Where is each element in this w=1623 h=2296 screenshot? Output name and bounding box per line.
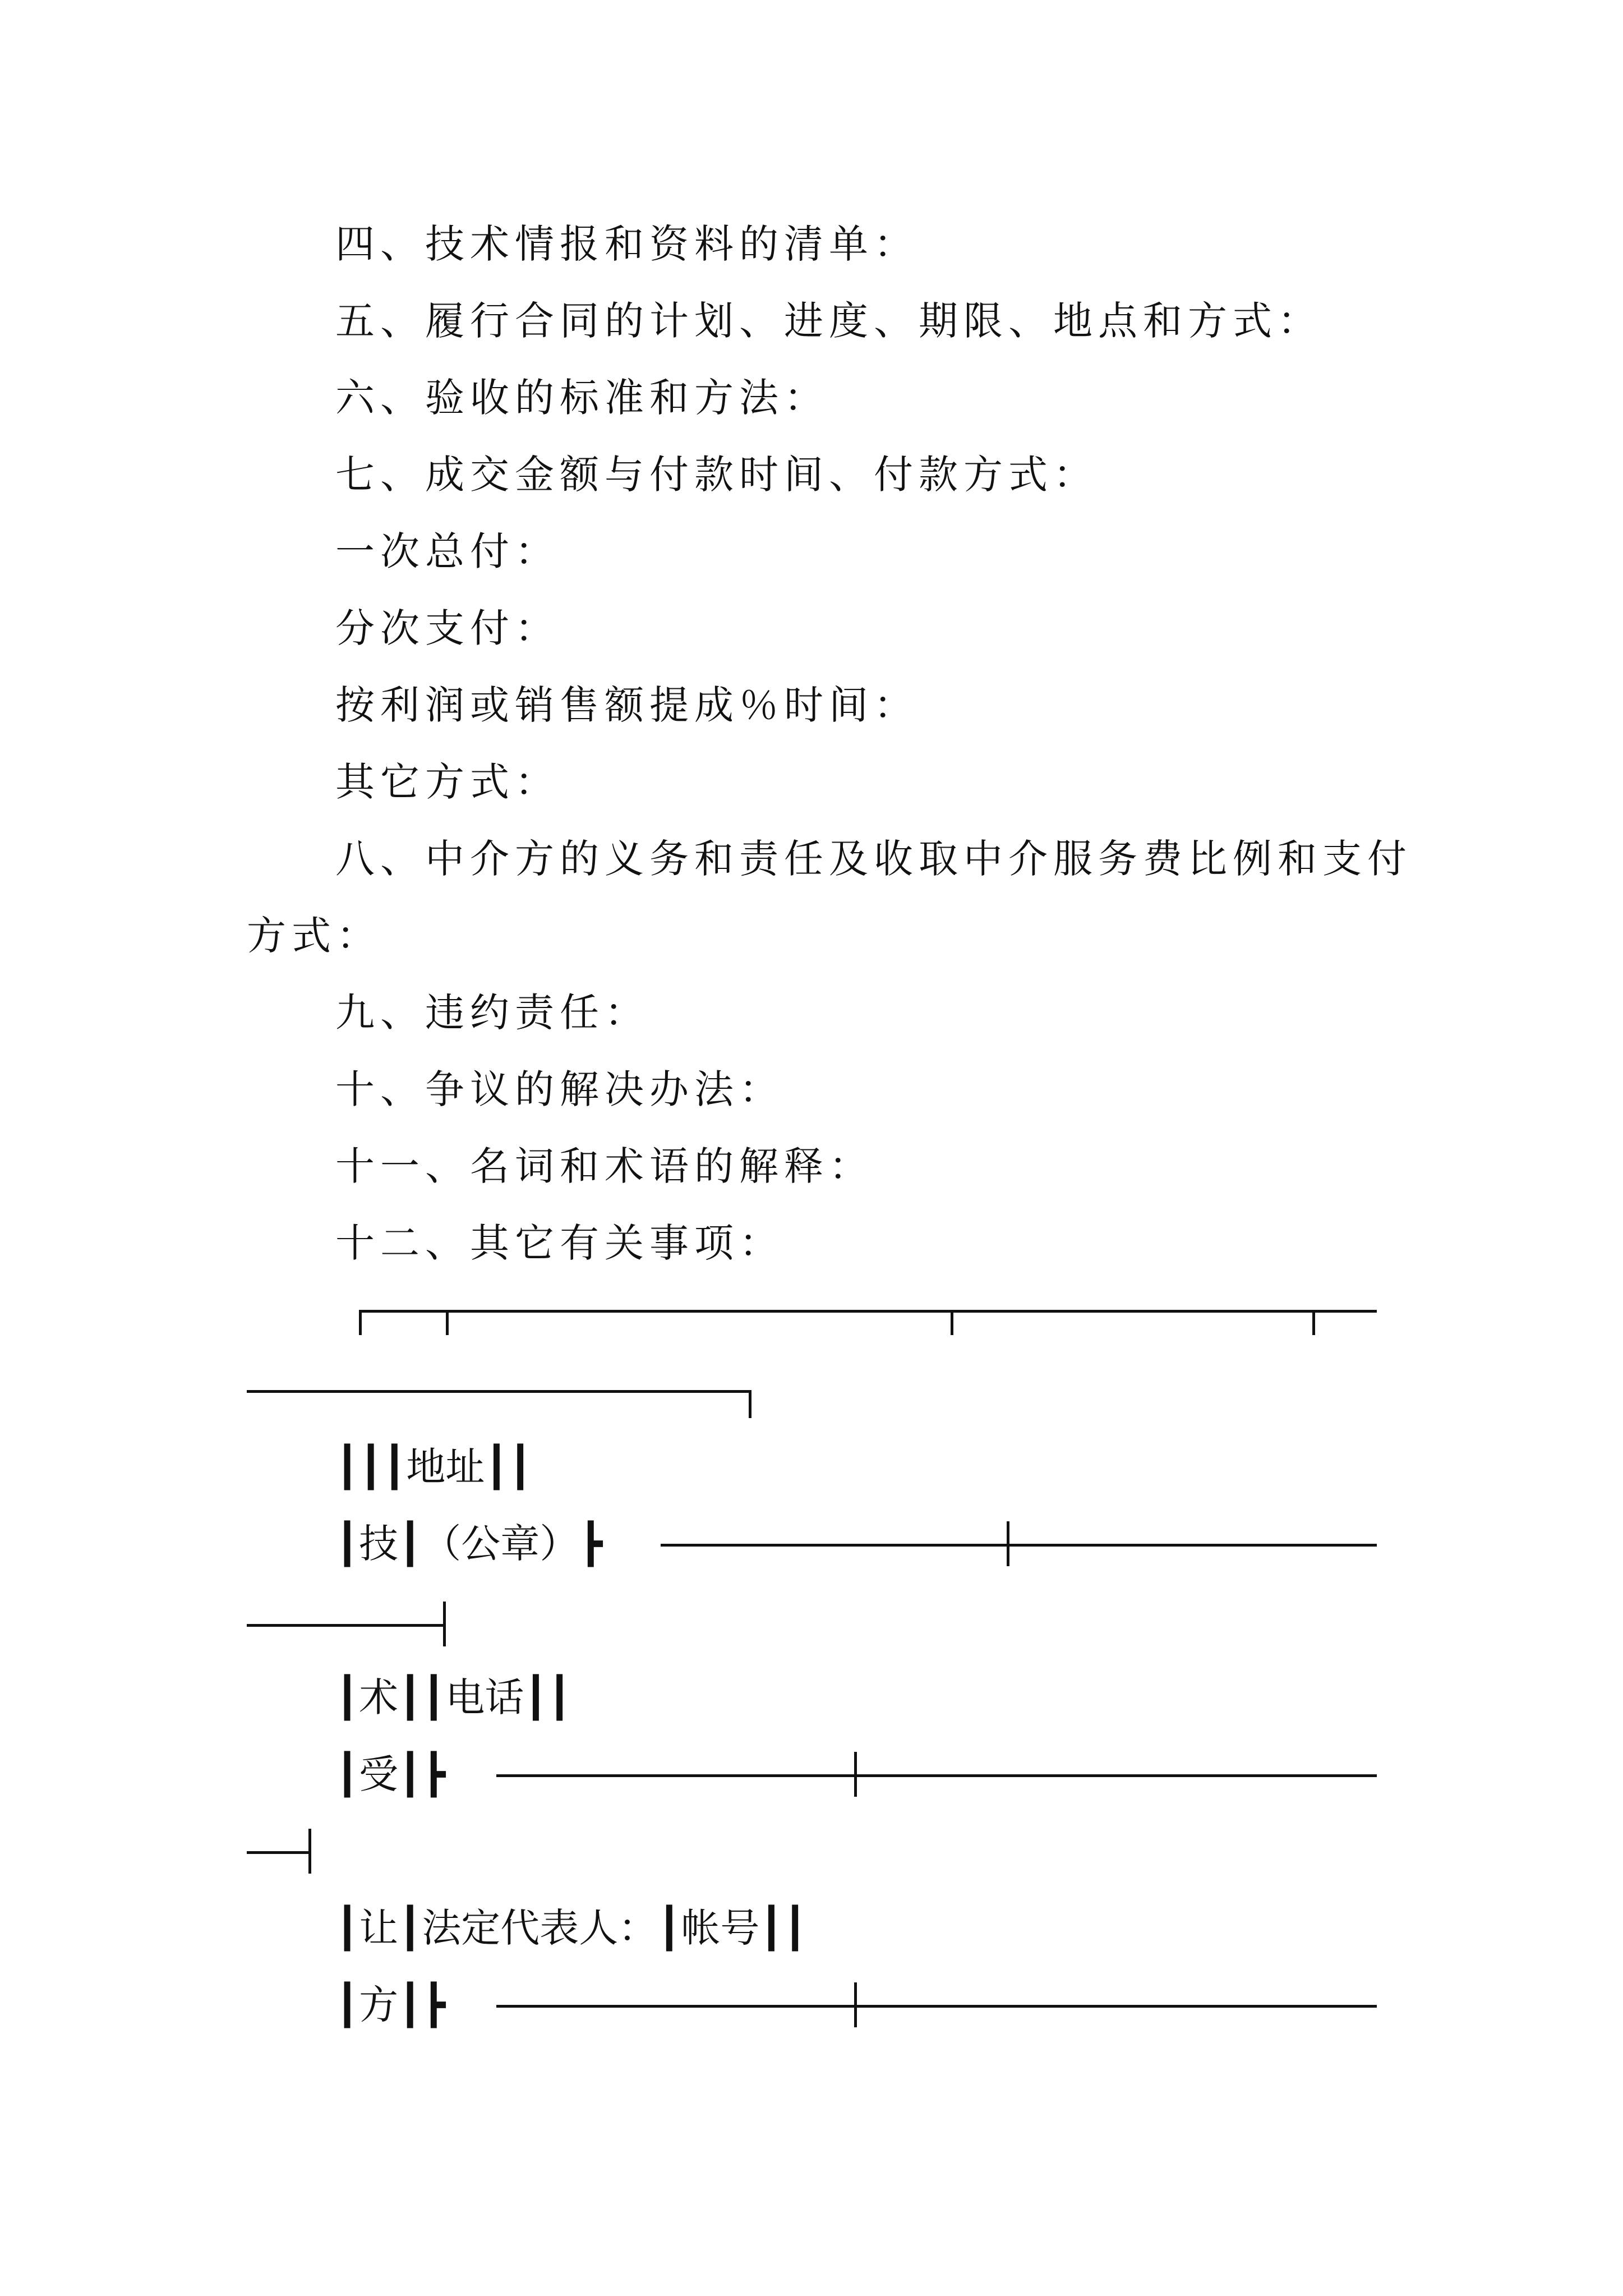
row-ji-divider-wrap xyxy=(247,1624,443,1627)
clause-10: 十、争议的解决办法： xyxy=(335,1066,784,1112)
clause-6: 六、验收的标准和方法： xyxy=(335,375,829,421)
clause-12: 十二、其它有关事项： xyxy=(335,1220,784,1266)
clause-7: 七、成交金额与付款时间、付款方式： xyxy=(335,452,1098,498)
row-fang-divider xyxy=(496,2005,1377,2008)
clause-8-line-2: 方式： xyxy=(247,913,381,959)
table-top-border xyxy=(359,1310,1377,1313)
row-ji-seal: ┃技┃（公章）┣ xyxy=(335,1521,603,1567)
clause-4: 四、技术情报和资料的清单： xyxy=(335,221,919,267)
clause-9: 九、违约责任： xyxy=(335,990,649,1036)
row-shou-divider-end xyxy=(308,1829,311,1874)
payment-installments: 分次支付： xyxy=(335,605,560,651)
payment-other: 其它方式： xyxy=(335,759,560,805)
clause-8-line-1: 八、中介方的义务和责任及收取中介服务费比例和支付 xyxy=(335,836,1412,882)
row-ji-divider-end xyxy=(443,1602,446,1646)
table-top-tee-3 xyxy=(1312,1310,1315,1335)
row-ji-cross xyxy=(1007,1521,1009,1566)
clause-5: 五、履行合同的计划、进度、期限、地点和方式： xyxy=(335,298,1322,344)
row-phone: ┃术┃┃电话┃┃ xyxy=(335,1674,571,1720)
table-top-right-corner xyxy=(749,1390,751,1418)
row-legal-representative: ┃让┃法定代表人：┃帐号┃┃ xyxy=(335,1905,807,1951)
payment-lump-sum: 一次总付： xyxy=(335,528,560,574)
row-shou: ┃受┃┣ xyxy=(335,1751,446,1797)
row-shou-cross xyxy=(854,1752,857,1797)
table-top-left-corner xyxy=(359,1310,362,1335)
table-top-tee-1 xyxy=(446,1310,449,1335)
table-top-border-wrap xyxy=(247,1390,749,1393)
row-fang: ┃方┃┣ xyxy=(335,1982,446,2028)
row-shou-divider-wrap xyxy=(247,1851,308,1854)
row-fang-cross xyxy=(854,1982,857,2027)
row-address: ┃┃┃地址┃┃ xyxy=(335,1444,532,1490)
table-top-tee-2 xyxy=(951,1310,953,1335)
payment-royalty: 按利润或销售额提成％时间： xyxy=(335,682,919,728)
row-ji-divider xyxy=(661,1544,1377,1547)
row-shou-divider xyxy=(496,1774,1377,1777)
clause-11: 十一、名词和术语的解释： xyxy=(335,1143,874,1189)
